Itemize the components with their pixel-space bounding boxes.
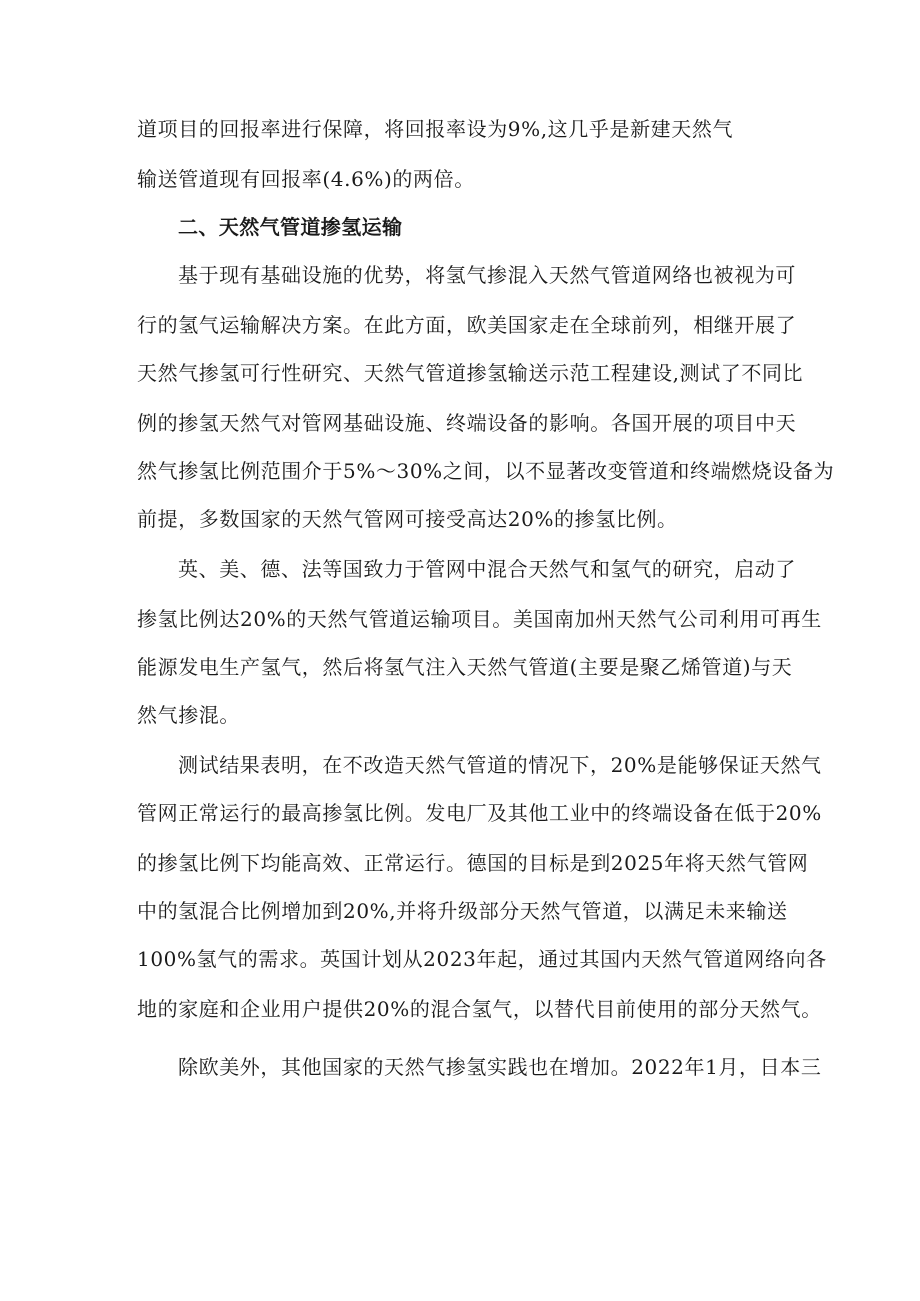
text-line: 然气掺氢比例范围介于5%～30%之间，以不显著改变管道和终端燃烧设备为 bbox=[137, 459, 835, 483]
text-line: 例的掺氢天然气对管网基础设施、终端设备的影响。各国开展的项目中天 bbox=[137, 411, 797, 435]
text-line: 除欧美外，其他国家的天然气掺氢实践也在增加。2022年1月，日本三 bbox=[178, 1055, 822, 1079]
text-line: 然气掺混。 bbox=[137, 703, 240, 727]
text-line: 的掺氢比例下均能高效、正常运行。德国的目标是到2025年将天然气管网 bbox=[137, 851, 809, 875]
text-line: 管网正常运行的最高掺氢比例。发电厂及其他工业中的终端设备在低于20% bbox=[137, 801, 822, 825]
text-line: 输送管道现有回报率(4.6%)的两倍。 bbox=[137, 167, 475, 191]
text-line: 道项目的回报率进行保障，将回报率设为9%,这几乎是新建天然气 bbox=[137, 117, 734, 141]
text-line: 中的氢混合比例增加到20%,并将升级部分天然气管道，以满足未来输送 bbox=[137, 899, 788, 923]
text-line: 基于现有基础设施的优势，将氢气掺混入天然气管道网络也被视为可 bbox=[178, 263, 796, 287]
text-line: 掺氢比例达20%的天然气管道运输项目。美国南加州天然气公司利用可再生 bbox=[137, 607, 822, 631]
text-line: 地的家庭和企业用户提供20%的混合氢气，以替代目前使用的部分天然气。 bbox=[137, 997, 822, 1021]
text-line: 英、美、德、法等国致力于管网中混合天然气和氢气的研究，启动了 bbox=[178, 557, 796, 581]
text-line: 测试结果表明，在不改造天然气管道的情况下，20%是能够保证天然气 bbox=[178, 753, 822, 777]
text-line: 天然气掺氢可行性研究、天然气管道掺氢输送示范工程建设,测试了不同比 bbox=[137, 361, 804, 385]
text-line: 100%氢气的需求。英国计划从2023年起，通过其国内天然气管道网络向各 bbox=[137, 947, 827, 971]
section-heading: 二、天然气管道掺氢运输 bbox=[178, 215, 403, 239]
text-line: 前提，多数国家的天然气管网可接受高达20%的掺氢比例。 bbox=[137, 507, 678, 531]
text-line: 能源发电生产氢气，然后将氢气注入天然气管道(主要是聚乙烯管道)与天 bbox=[137, 655, 793, 679]
text-line: 行的氢气运输解决方案。在此方面，欧美国家走在全球前列，相继开展了 bbox=[137, 313, 797, 337]
